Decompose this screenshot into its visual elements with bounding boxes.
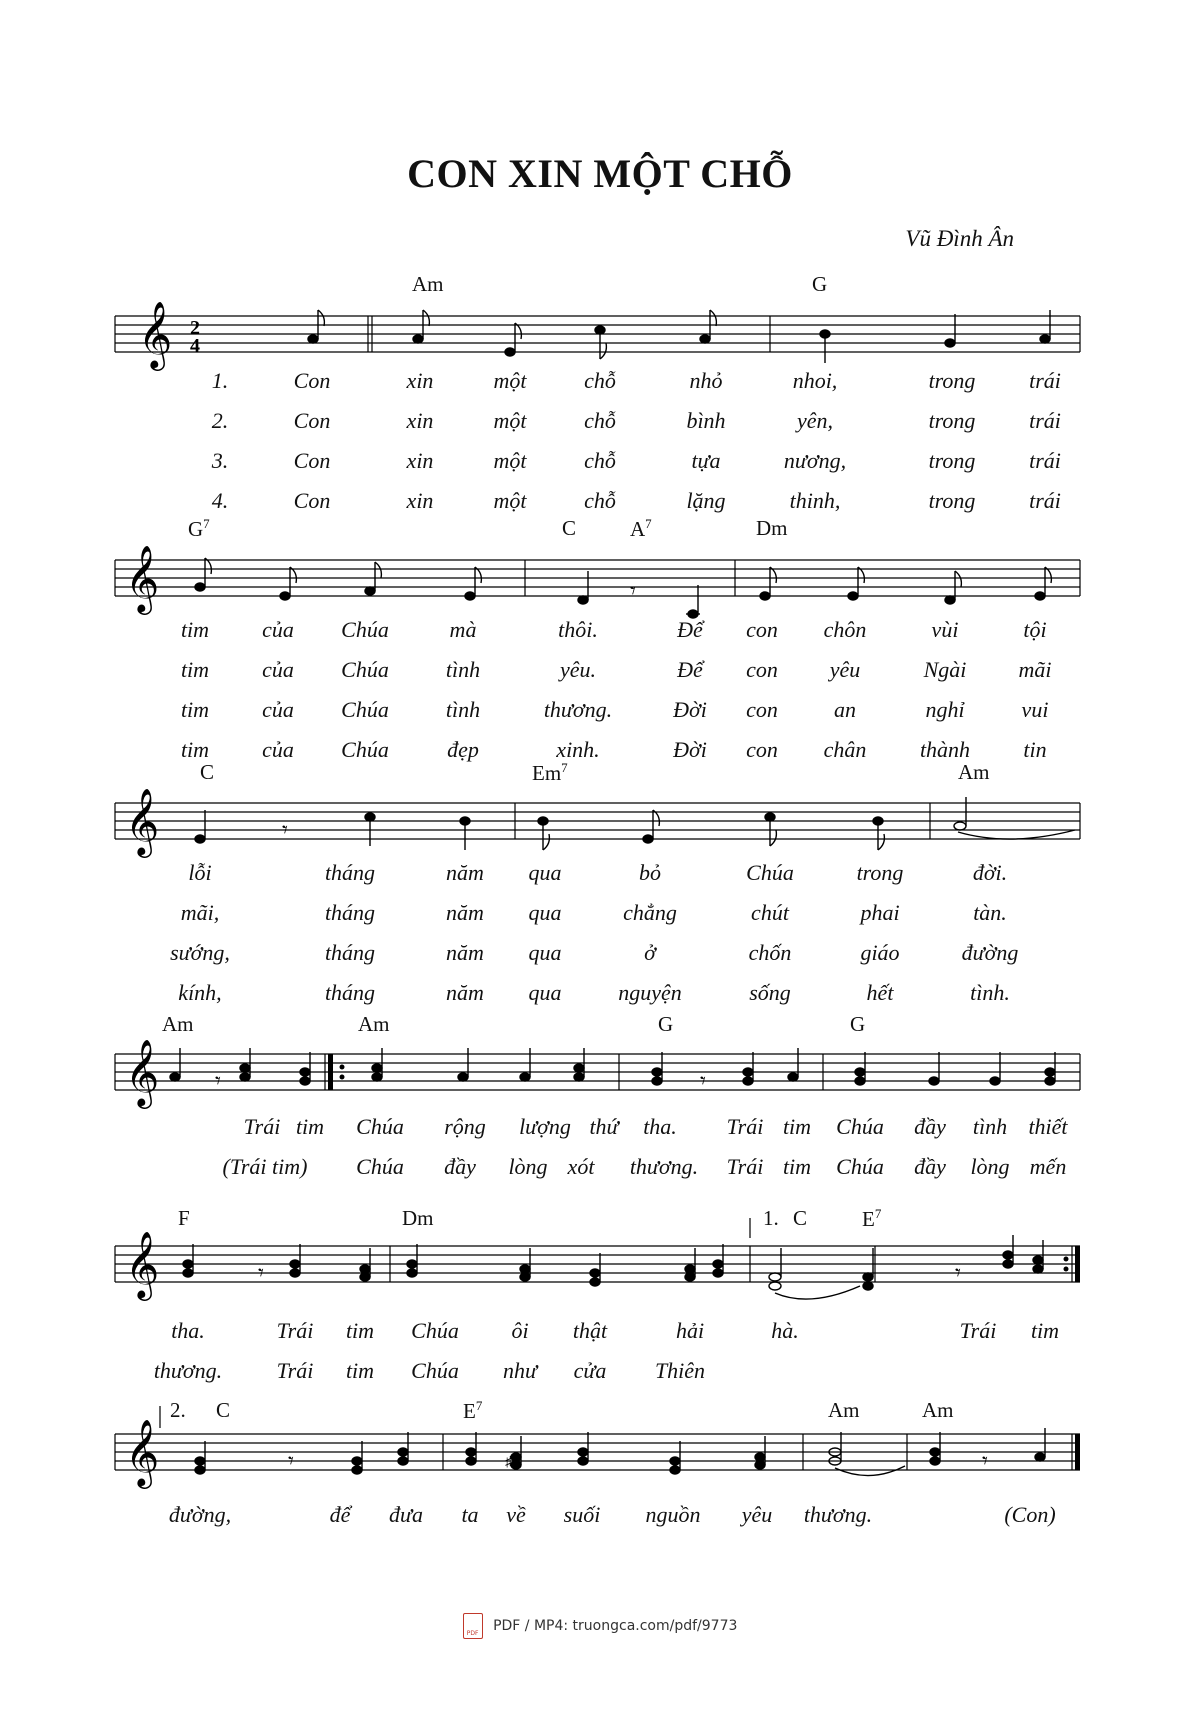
treble-clef-icon: 𝄞: [125, 1038, 160, 1106]
lyric-line-1: [0, 617, 1200, 647]
lyric-syllable: vùi: [931, 617, 959, 642]
lyric-syllable: Trái: [959, 1318, 997, 1343]
lyric-syllable: chốn: [748, 940, 792, 965]
lyric-syllable: tình: [445, 657, 481, 682]
lyric-syllable: Trái: [726, 1114, 764, 1139]
lyric-syllable: giáo: [860, 940, 900, 965]
lyric-syllable: con: [746, 737, 778, 762]
lyric-syllable: Chúa: [411, 1358, 459, 1383]
lyric-syllable: lòng: [970, 1154, 1010, 1179]
lyric-syllable: Chúa: [341, 617, 389, 642]
treble-clef-icon: 𝄞: [125, 1418, 160, 1486]
lyric-line-3: [0, 448, 1200, 478]
song-title: CON XIN MỘT CHỖ: [407, 151, 793, 196]
lyric-syllable: ta: [461, 1502, 479, 1527]
lyric-syllable: Chúa: [356, 1154, 404, 1179]
lyric-syllable: Để: [677, 617, 703, 642]
lyric-syllable: con: [746, 617, 778, 642]
volta-label: 1.: [763, 1206, 779, 1230]
lyric-syllable: hải: [675, 1318, 705, 1343]
lyric-syllable: tàn.: [973, 900, 1007, 925]
chord-symbol: C: [200, 760, 215, 784]
lyric-syllable: 3.: [211, 448, 229, 473]
lyric-syllable: tim: [782, 1114, 812, 1139]
lyric-syllable: trái: [1029, 488, 1061, 513]
lyric-syllable: một: [493, 448, 527, 473]
chord-symbol: G: [850, 1012, 866, 1036]
chord-symbol: Dm: [756, 516, 788, 540]
lyric-syllable: 4.: [211, 488, 229, 513]
lyric-syllable: tình: [972, 1114, 1008, 1139]
chord-symbol: G: [812, 272, 828, 296]
music-system-6: [0, 1392, 1200, 1542]
lyric-syllable: Con: [293, 488, 331, 513]
lyric-syllable: chỗ: [584, 408, 616, 433]
lyric-syllable: nghỉ: [925, 697, 965, 722]
lyric-line-3: [0, 940, 1200, 970]
lyric-syllable: bỏ: [639, 860, 661, 885]
music-system-5: [0, 1200, 1200, 1383]
lyric-syllable: đầy: [914, 1114, 946, 1139]
lyric-syllable: trái: [1029, 448, 1061, 473]
lyric-line-2: [0, 1358, 1200, 1388]
lyric-syllable: chỗ: [584, 448, 616, 473]
lyric-syllable: trong: [928, 448, 976, 473]
composer-name: Vũ Đình Ân: [905, 226, 1014, 251]
lyric-syllable: năm: [446, 860, 484, 885]
lyric-syllable: tin: [1023, 737, 1047, 762]
lyric-syllable: trong: [928, 408, 976, 433]
lyric-syllable: xin: [406, 408, 434, 433]
lyric-syllable: phai: [860, 900, 900, 925]
treble-clef-icon: 𝄞: [125, 787, 160, 855]
lyric-syllable: đưa: [389, 1502, 423, 1527]
chord-symbol: Em$^7$: [532, 760, 568, 785]
lyric-syllable: Chúa: [341, 737, 389, 762]
lyric-syllable: của: [262, 737, 294, 762]
lyric-syllable: rộng: [444, 1114, 486, 1139]
staff-notation: [0, 1218, 1200, 1328]
lyric-syllable: yêu.: [559, 657, 597, 682]
lyric-syllable: nhoi,: [792, 368, 838, 393]
lyric-syllable: Chúa: [341, 697, 389, 722]
lyric-syllable: Để: [677, 657, 703, 682]
chord-symbol: Am: [922, 1398, 954, 1422]
lyric-syllable: Chúa: [411, 1318, 459, 1343]
lyric-syllable: nguyện: [618, 980, 682, 1005]
lyric-line-1: [0, 368, 1200, 398]
lyric-syllable: qua: [528, 860, 562, 885]
lyric-syllable: trong: [928, 488, 976, 513]
chord-symbol: C: [216, 1398, 231, 1422]
lyric-syllable: đường: [961, 940, 1019, 965]
chord-symbol: Am: [358, 1012, 390, 1036]
staff-notation: [0, 1406, 1200, 1516]
lyric-syllable: trong: [856, 860, 904, 885]
chord-symbol: $E^7$: [862, 1206, 882, 1231]
rest-symbol: 𝄾: [982, 1448, 988, 1473]
lyric-syllable: yêu: [829, 657, 861, 682]
lyric-syllable: tội: [1023, 617, 1047, 642]
lyric-syllable: thương.: [629, 1154, 699, 1179]
lyric-syllable: của: [262, 617, 294, 642]
lyric-syllable: chút: [751, 900, 789, 925]
lyric-syllable: mãi: [1018, 657, 1052, 682]
chord-symbol: Am: [412, 272, 444, 296]
lyric-syllable: thành: [919, 737, 971, 762]
lyric-syllable: bình: [686, 408, 726, 433]
sharp-icon: ♯: [505, 1455, 512, 1470]
lyric-syllable: tháng: [324, 940, 376, 965]
lyric-syllable: trong: [928, 368, 976, 393]
rest-symbol: 𝄾: [630, 578, 636, 603]
rest-symbol: 𝄾: [955, 1260, 961, 1285]
lyric-syllable: xót: [567, 1154, 595, 1179]
lyric-syllable: để: [329, 1502, 351, 1527]
time-signature-bottom: 4: [190, 335, 200, 357]
music-system-3: [0, 760, 1200, 1010]
lyric-syllable: tim: [345, 1318, 375, 1343]
lyric-syllable: xin: [406, 368, 434, 393]
lyric-syllable: tháng: [324, 980, 376, 1005]
lyric-syllable: chẳng: [623, 900, 677, 925]
lyric-line-3: [0, 697, 1200, 727]
lyric-syllable: (Trái tim): [222, 1154, 308, 1179]
music-system-4: [0, 1012, 1200, 1192]
lyric-syllable: đời.: [972, 860, 1008, 885]
lyric-syllable: xinh.: [556, 737, 600, 762]
lyric-line-2: [0, 900, 1200, 930]
lyric-syllable: qua: [528, 900, 562, 925]
chord-symbol: $A^7$: [630, 516, 652, 541]
lyric-syllable: thật: [572, 1318, 608, 1343]
lyric-syllable: tim: [180, 617, 210, 642]
lyric-syllable: tim: [782, 1154, 812, 1179]
lyric-syllable: qua: [528, 980, 562, 1005]
rest-symbol: 𝄾: [288, 1448, 294, 1473]
chord-symbol: F: [178, 1206, 190, 1230]
lyric-syllable: con: [746, 697, 778, 722]
lyric-syllable: yên,: [796, 408, 834, 433]
repeat-bar: [328, 1054, 333, 1090]
lyric-syllable: tháng: [324, 900, 376, 925]
lyric-syllable: 1.: [211, 368, 229, 393]
lyric-syllable: tha.: [643, 1114, 677, 1139]
lyric-syllable: Đời: [673, 737, 707, 762]
lyric-line-1: [0, 1114, 1200, 1144]
lyric-syllable: tim: [295, 1114, 325, 1139]
lyric-syllable: của: [262, 657, 294, 682]
treble-clef-icon: 𝄞: [125, 544, 160, 612]
lyric-syllable: thinh,: [789, 488, 841, 513]
chord-symbol: Am: [958, 760, 990, 784]
lyric-line-1: [0, 1502, 1200, 1532]
lyric-syllable: Trái: [276, 1318, 314, 1343]
lyric-syllable: Trái: [726, 1154, 764, 1179]
chord-symbol: Dm: [402, 1206, 434, 1230]
lyric-line-2: [0, 1154, 1200, 1184]
lyric-line-2: [0, 408, 1200, 438]
lyric-syllable: về: [506, 1502, 526, 1527]
lyric-syllable: lượng: [519, 1114, 571, 1139]
lyric-syllable: Đời: [673, 697, 707, 722]
lyric-syllable: hết: [866, 980, 894, 1005]
lyric-syllable: thương.: [543, 697, 613, 722]
music-system-1: [0, 258, 1200, 513]
lyric-syllable: trái: [1029, 368, 1061, 393]
lyric-syllable: Con: [293, 448, 331, 473]
lyric-syllable: nhỏ: [689, 368, 723, 393]
lyric-syllable: năm: [446, 900, 484, 925]
treble-clef-icon: 𝄞: [125, 1230, 160, 1298]
chord-symbol: C: [793, 1206, 808, 1230]
lyric-syllable: đường,: [168, 1502, 232, 1527]
lyric-syllable: Thiên: [654, 1358, 706, 1383]
lyric-syllable: ôi: [511, 1318, 529, 1343]
lyric-syllable: an: [834, 697, 856, 722]
rest-symbol: 𝄾: [258, 1260, 264, 1285]
lyric-syllable: mến: [1029, 1154, 1067, 1179]
lyric-syllable: suối: [563, 1502, 601, 1527]
treble-clef-icon: 𝄞: [138, 300, 173, 368]
lyric-syllable: thứ: [589, 1114, 619, 1139]
chord-symbol: G: [658, 1012, 674, 1036]
lyric-syllable: (Con): [1004, 1502, 1056, 1527]
lyric-syllable: Trái: [243, 1114, 281, 1139]
lyric-syllable: thương.: [153, 1358, 223, 1383]
lyric-syllable: chỗ: [584, 368, 616, 393]
lyric-syllable: hà.: [771, 1318, 799, 1343]
lyric-syllable: mãi,: [180, 900, 220, 925]
lyric-syllable: lòng: [508, 1154, 548, 1179]
rest-symbol: 𝄾: [700, 1068, 706, 1093]
lyric-syllable: Chúa: [836, 1154, 884, 1179]
lyric-syllable: đầy: [914, 1154, 946, 1179]
lyric-syllable: nương,: [783, 448, 847, 473]
lyric-syllable: tha.: [171, 1318, 205, 1343]
chord-symbol: $G^7$: [188, 516, 210, 541]
lyric-syllable: vui: [1021, 697, 1049, 722]
lyric-syllable: tim: [180, 697, 210, 722]
lyric-syllable: tháng: [324, 860, 376, 885]
lyric-syllable: nguồn: [645, 1502, 701, 1527]
lyric-line-4: [0, 980, 1200, 1010]
lyric-syllable: chỗ: [584, 488, 616, 513]
lyric-syllable: Trái: [276, 1358, 314, 1383]
lyric-syllable: xin: [406, 448, 434, 473]
lyric-syllable: đầy: [444, 1154, 476, 1179]
rest-symbol: 𝄾: [215, 1068, 221, 1093]
lyric-syllable: thôi.: [558, 617, 598, 642]
lyric-syllable: thiết: [1028, 1114, 1068, 1139]
lyric-syllable: sống: [749, 980, 791, 1005]
lyric-syllable: ở: [644, 940, 656, 965]
lyric-syllable: Chúa: [746, 860, 794, 885]
lyric-line-1: [0, 1318, 1200, 1348]
lyric-syllable: một: [493, 368, 527, 393]
chord-symbol: Am: [828, 1398, 860, 1422]
footer-link[interactable]: PDF / MP4: truongca.com/pdf/9773: [493, 1618, 738, 1634]
music-system-2: [0, 512, 1200, 762]
lyric-syllable: mà: [449, 617, 477, 642]
lyric-syllable: lỗi: [188, 860, 212, 885]
lyric-syllable: 2.: [211, 408, 229, 433]
footer: [0, 1613, 1200, 1639]
lyric-syllable: Con: [293, 408, 331, 433]
lyric-syllable: tim: [1030, 1318, 1060, 1343]
lyric-syllable: con: [746, 657, 778, 682]
lyric-syllable: một: [493, 408, 527, 433]
lyric-syllable: chân: [823, 737, 867, 762]
lyric-syllable: sướng,: [170, 940, 230, 965]
lyric-syllable: một: [493, 488, 527, 513]
lyric-syllable: Ngài: [923, 657, 967, 682]
lyric-syllable: tim: [345, 1358, 375, 1383]
lyric-syllable: lặng: [686, 488, 726, 513]
time-signature-top: 2: [190, 317, 200, 339]
lyric-syllable: của: [262, 697, 294, 722]
lyric-syllable: yêu: [741, 1502, 773, 1527]
lyric-syllable: năm: [446, 980, 484, 1005]
lyric-line-2: [0, 657, 1200, 687]
lyric-syllable: Con: [293, 368, 331, 393]
lyric-syllable: năm: [446, 940, 484, 965]
lyric-syllable: qua: [528, 940, 562, 965]
lyric-syllable: Chúa: [836, 1114, 884, 1139]
lyric-syllable: kính,: [178, 980, 222, 1005]
lyric-syllable: trái: [1029, 408, 1061, 433]
chord-symbol: C: [562, 516, 577, 540]
volta-label: 2.: [170, 1398, 186, 1422]
lyric-syllable: cửa: [573, 1358, 607, 1383]
lyric-syllable: như: [503, 1358, 537, 1383]
chord-symbol: Am: [162, 1012, 194, 1036]
chord-symbol: $E^7$: [463, 1398, 483, 1423]
pdf-file-icon: [463, 1613, 483, 1639]
lyric-line-1: [0, 860, 1200, 890]
lyric-syllable: thương.: [803, 1502, 873, 1527]
lyric-syllable: Chúa: [341, 657, 389, 682]
lyric-syllable: tim: [180, 737, 210, 762]
lyric-syllable: tim: [180, 657, 210, 682]
lyric-syllable: xin: [406, 488, 434, 513]
rest-symbol: 𝄾: [282, 817, 288, 842]
lyric-syllable: tình: [445, 697, 481, 722]
lyric-syllable: tình.: [970, 980, 1010, 1005]
lyric-syllable: chôn: [823, 617, 867, 642]
lyric-syllable: đẹp: [447, 737, 479, 762]
lyric-syllable: tựa: [691, 448, 721, 473]
lyric-syllable: Chúa: [356, 1114, 404, 1139]
